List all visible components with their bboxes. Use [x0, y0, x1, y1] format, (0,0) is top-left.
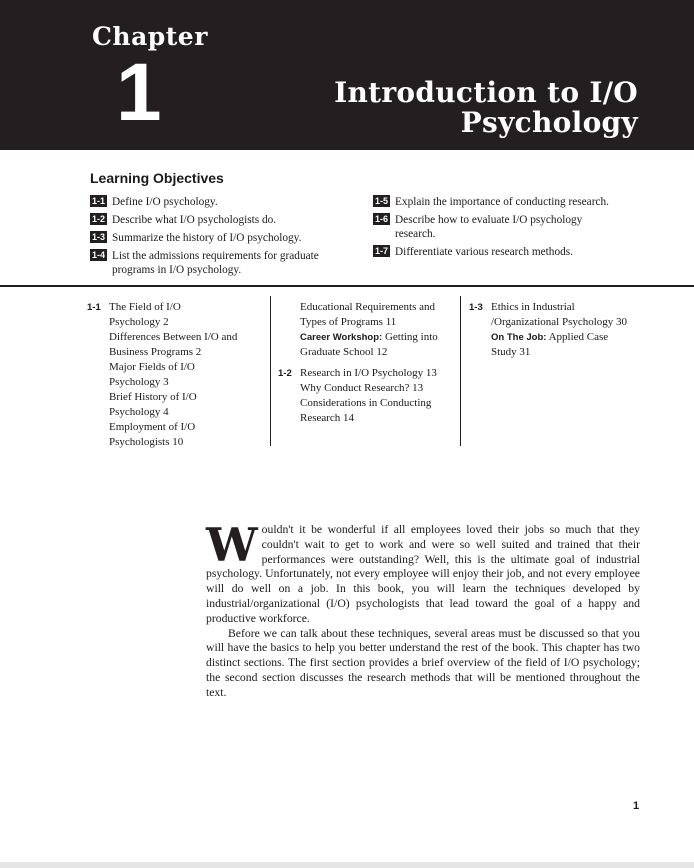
toc-section-number: 1-3: [469, 302, 483, 313]
toc-line: The Field of I/O: [109, 301, 181, 313]
objective-text: Summarize the history of I/O psychology.: [112, 232, 302, 244]
toc-line: Psychology 4: [109, 406, 169, 418]
drop-cap: W: [206, 518, 258, 572]
toc-line: Research 14: [300, 412, 355, 424]
objective-number: 1-1: [92, 196, 106, 206]
toc-line: Study 31: [491, 346, 531, 358]
toc-line: Business Programs 2: [109, 346, 202, 358]
toc-line: Considerations in Conducting: [300, 397, 432, 409]
intro-body: [206, 518, 640, 712]
toc-on-the-job: [469, 330, 649, 345]
chapter-title-line2: Psychology: [460, 106, 638, 139]
toc-line: Why Conduct Research? 13: [300, 382, 424, 394]
intro-paragraph-2: Before we can talk about these techniques, several areas must be discussed so that you will have the basics to help you better understand the rest of the book. This chapter has two distinct sections. The first section provides a brief overview of the field of I/O psychology; the second section discusses the research methods that will be mentioned throughout the text.: [206, 626, 640, 699]
objective-1-5: [373, 195, 643, 210]
objective-1-4: [90, 249, 350, 278]
page-number: 1: [633, 800, 640, 812]
toc-line: Types of Programs 11: [300, 316, 397, 328]
objective-number: 1-6: [375, 214, 389, 224]
objective-text: Differentiate various research methods.: [395, 246, 573, 258]
on-the-job-label: On The Job:: [491, 332, 547, 343]
toc-section-number: 1-1: [87, 302, 101, 313]
intro-paragraph-1: [206, 518, 640, 627]
objective-text: Explain the importance of conducting research.: [395, 196, 609, 208]
toc-column-2: [278, 300, 458, 426]
toc-line: Graduate School 12: [300, 346, 388, 358]
chapter-title-line1: Introduction to I/O: [334, 76, 638, 109]
toc-column-1: [87, 300, 265, 450]
on-the-job-text: Applied Case: [546, 331, 609, 343]
page-bottom-edge: [0, 862, 694, 868]
toc-line: Educational Requirements and: [300, 301, 436, 313]
career-workshop-text: Getting into: [382, 331, 438, 343]
toc-line: /Organizational Psychology 30: [491, 316, 628, 328]
toc-line: Psychologists 10: [109, 436, 184, 448]
objective-number: 1-2: [92, 214, 106, 224]
objective-1-6: [373, 213, 643, 242]
objective-number: 1-7: [375, 246, 389, 256]
objective-number: 1-5: [375, 196, 389, 206]
objective-text: Describe what I/O psychologists do.: [112, 214, 277, 226]
toc-career-workshop: [278, 330, 458, 345]
career-workshop-label: Career Workshop:: [300, 332, 383, 343]
objective-text: Define I/O psychology.: [112, 196, 218, 208]
objective-text-cont: research.: [395, 228, 436, 240]
toc-line: Employment of I/O: [109, 421, 196, 433]
objective-text: Describe how to evaluate I/O psychology: [395, 214, 583, 226]
chapter-header-band: [0, 0, 694, 150]
toc-line: Major Fields of I/O: [109, 361, 195, 373]
objective-1-2: [90, 213, 350, 228]
objective-text-cont: programs in I/O psychology.: [112, 264, 242, 276]
toc-column-3: [469, 300, 649, 360]
chapter-label: Chapter: [92, 22, 208, 51]
section-divider: [0, 285, 694, 287]
toc-line: Differences Between I/O and: [109, 331, 238, 343]
toc-column-divider: [270, 296, 271, 446]
toc-section-1-2: [278, 366, 458, 426]
toc-line: Research in I/O Psychology 13: [300, 367, 437, 379]
chapter-title: [334, 78, 638, 138]
toc-line: Ethics in Industrial: [491, 301, 575, 313]
intro-paragraph-1-text: ouldn't it be wonderful if all employees loved their jobs so much that they couldn't wait to get to work and were so well suited and trained that their performances were outstanding? Well, this is the ultimate goal of industrial psychology. Unfortunately, not every employee will enjoy their job, and not every employee will do well on a job. In this book, you will learn the techniques developed by industrial/organizational (I/O) psychologists that lead toward the goal of a happy and productive workforce.: [206, 523, 640, 625]
chapter-number: 1: [116, 47, 162, 138]
objective-number: 1-4: [92, 250, 106, 260]
toc-line: Psychology 3: [109, 376, 169, 388]
objective-number: 1-3: [92, 232, 106, 242]
toc-line: Psychology 2: [109, 316, 169, 328]
learning-objectives-heading: Learning Objectives: [90, 170, 224, 186]
toc-line: Brief History of I/O: [109, 391, 197, 403]
objective-1-1: [90, 195, 350, 210]
objective-1-3: [90, 231, 350, 246]
objective-1-7: [373, 245, 643, 260]
objective-text: List the admissions requirements for graduate: [112, 250, 319, 262]
toc-column-divider: [460, 296, 461, 446]
toc-section-number: 1-2: [278, 368, 292, 379]
